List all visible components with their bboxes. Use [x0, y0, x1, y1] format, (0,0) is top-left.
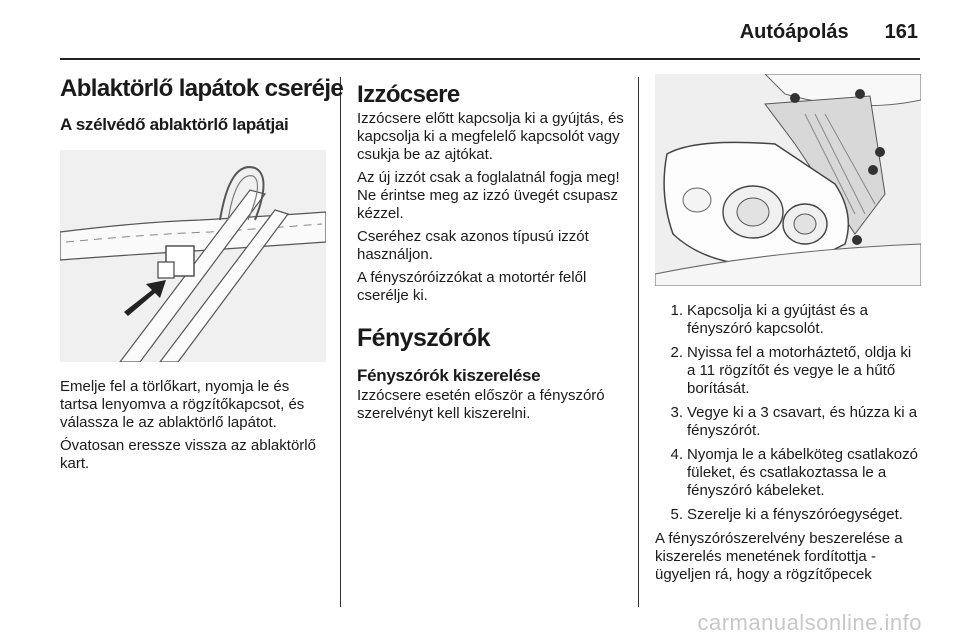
header-divider	[60, 58, 920, 60]
bulb-paragraph-4: A fényszóróizzókat a motortér felől cserélje ki.	[357, 269, 587, 304]
wiper-paragraph-1: Emelje fel a törlőkart, nyomja le és tartsa lenyomva a rögzítőkapcsot, és válassza le az ablaktörlő lapátot.	[60, 378, 305, 431]
list-item: 2. Nyissa fel a motorháztető, oldja ki a 11 rögzítőt és vegye le a hűtő borítását.	[670, 344, 912, 397]
column-wiper	[60, 74, 344, 478]
list-item: 3. Vegye ki a 3 csavart, és húzza ki a fényszórót.	[670, 404, 918, 439]
wiper-paragraph-2: Óvatosan eressze vissza az ablaktörlő kart.	[60, 437, 316, 472]
page-header	[740, 14, 918, 50]
headlights-heading: Fényszórók	[357, 324, 490, 352]
wiper-illustration	[60, 150, 326, 362]
wiper-subheading: A szélvédő ablaktörlő lapátjai	[60, 115, 289, 134]
headlights-subheading: Fényszórók kiszerelése	[357, 366, 541, 385]
watermark: carmanualsonline.info	[697, 610, 922, 635]
section-title: Autóápolás	[739, 20, 849, 43]
column-bulb	[357, 74, 627, 428]
headlights-paragraph: Izzócsere esetén először a fényszóró szerelvényt kell kiszerelni.	[357, 387, 605, 422]
page-number: 161	[884, 20, 918, 43]
wiper-heading: Ablaktörlő lapátok cseréje	[60, 75, 344, 102]
column-steps	[655, 74, 921, 589]
list-item: 1. Kapcsolja ki a gyújtást és a fényszóró kapcsolót.	[670, 302, 868, 337]
bulb-paragraph-3: Cseréhez csak azonos típusú izzót használjon.	[357, 228, 589, 263]
list-item: 5. Szerelje ki a fényszóróegységet.	[670, 506, 903, 523]
column-divider-1	[340, 77, 341, 607]
column-divider-2	[638, 77, 639, 607]
step-list	[655, 302, 921, 524]
list-item: 4. Nyomja le a kábelköteg csatlakozó füleket, és csatlakoztassa le a fényszóró kábeleket.	[670, 446, 918, 499]
reinstall-paragraph: A fényszórószerelvény beszerelése a kiszerelés menetének fordítottja - ügyeljen rá, hogy a rögzítőpecek	[655, 530, 903, 583]
headlight-illustration	[655, 74, 921, 286]
bulb-paragraph-1: Izzócsere előtt kapcsolja ki a gyújtás, és kapcsolja ki a megfelelő kapcsolót vagy csukja be az ajtókat.	[357, 110, 624, 163]
bulb-paragraph-2: Az új izzót csak a foglalatnál fogja meg! Ne érintse meg az izzó üvegét csupasz kézzel.	[357, 169, 620, 222]
bulb-heading: Izzócsere	[357, 81, 460, 108]
